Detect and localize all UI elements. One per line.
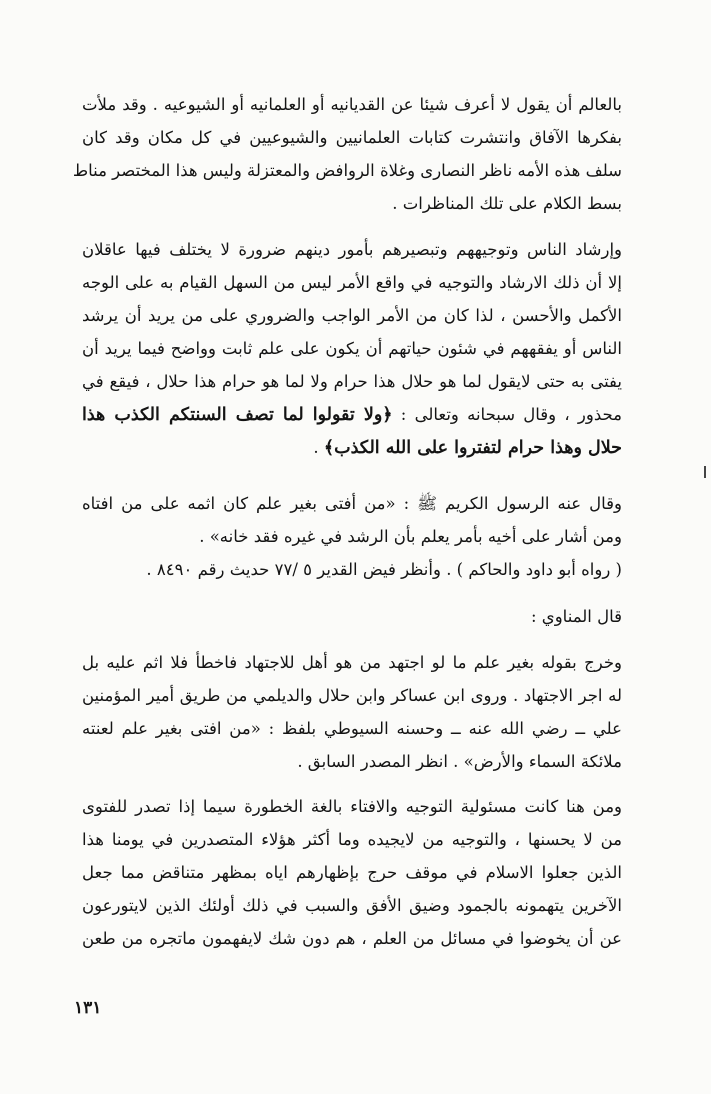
text-line: الآخرين يتهمونه بالجمود وضيق الأفق والسبب في ذلك أولئك الذين لايتورعون <box>82 896 622 915</box>
text-line: يفتى به حتى لايقول لما هو حلال هذا حرام ولا لما هو حرام هذا حلال ، فيقع في <box>82 372 622 391</box>
text-line: بسط الكلام على تلك المناظرات . <box>392 194 622 213</box>
text-line: من لا يحسنها ، والتوجيه من لايجيده وما أكثر هؤلاء المتصدرين في يومنا هذا <box>82 830 622 849</box>
text-line: بفكرها الآفاق وانتشرت كتابات العلمانيين والشيوعيين في كل مكان وقد كان <box>82 128 622 147</box>
text-line: وخرج بقوله بغير علم ما لو اجتهد من هو أهل للاجتهاد فاخطأ فلا اثم عليه بل <box>82 653 622 672</box>
quran-verse-part-2: حلال وهذا حرام لتفتروا على الله الكذب﴾ <box>323 438 622 458</box>
text-line: الناس أو يفقههم في شئون حياتهم أن يكون على علم ثابت وواضح فيما يريد أن <box>82 339 622 358</box>
text-line: إلا أن ذلك الارشاد والتوجيه في واقع الأمر ليس من السهل القيام به على الوجه <box>82 273 622 292</box>
quote-lead-text: محذور ، وقال سبحانه وتعالى : <box>400 405 622 424</box>
citation-line: ( رواه أبو داود والحاكم ) . وأنظر فيض القدير ٥ /٧٧ حديث رقم ٨٤٩٠ . <box>146 560 622 579</box>
paragraph-5 <box>82 646 622 778</box>
quran-verse-part-1: ﴿ولا تقولوا لما تصف السنتكم الكذب هذا <box>82 405 393 425</box>
text-line: ملائكة السماء والأرض» . انظر المصدر السابق . <box>297 752 622 771</box>
paragraph-1 <box>72 88 622 220</box>
text-line: قال المناوي : <box>531 607 622 626</box>
text-line: وقال عنه الرسول الكريم ﷺ : «من أفتى بغير علم كان اثمه على من افتاه <box>82 494 622 513</box>
quran-quote-line-1 <box>82 398 622 431</box>
paragraph-3 <box>82 487 622 586</box>
text-line: الذين جعلوا الاسلام في موقف حرج بإظهارهم اياه بمظهر متناقض مما جعل <box>82 863 622 882</box>
page-number: ١٣١ <box>74 998 102 1018</box>
text-line: بالعالم أن يقول لا أعرف شيئا عن القديانيه أو العلمانيه أو الشيوعيه . وقد ملأت <box>82 95 622 114</box>
quote-end-text: . <box>313 438 324 457</box>
paragraph-2 <box>82 233 622 464</box>
text-line: وإرشاد الناس وتوجيههم وتبصيرهم بأمور دينهم ضرورة لا يختلف فيها عاقلان <box>82 240 622 259</box>
text-line: ومن هنا كانت مسئولية التوجيه والافتاء بالغة الخطورة سيما إذا تصدر للفتوى <box>82 797 622 816</box>
text-line: له اجر الاجتهاد . وروى ابن عساكر وابن حلال والديلمي من طريق أمير المؤمنين <box>82 686 622 705</box>
quran-quote-line-2 <box>82 431 622 464</box>
text-line: علي ــ رضي الله عنه ــ وحسنه السيوطي بلفظ : «من افتى بغير علم لعنته <box>82 719 622 738</box>
paragraph-4 <box>82 600 622 633</box>
paragraph-6 <box>82 790 622 955</box>
text-line: عن أن يخوضوا في مسائل من العلم ، هم دون شك لايفهمون ماتجره من طعن <box>82 929 622 948</box>
text-line: ومن أشار على أخيه بأمر يعلم بأن الرشد في غيره فقد خانه» . <box>199 527 622 546</box>
text-line: سلف هذه الأمه ناظر النصارى وغلاة الروافض والمعتزلة وليس هذا المختصر مناط <box>72 161 622 180</box>
text-line: الأكمل والأحسن ، لذا كان من الأمر الواجب والضروري على من يريد أن يرشد <box>82 306 622 325</box>
margin-mark <box>704 466 706 478</box>
